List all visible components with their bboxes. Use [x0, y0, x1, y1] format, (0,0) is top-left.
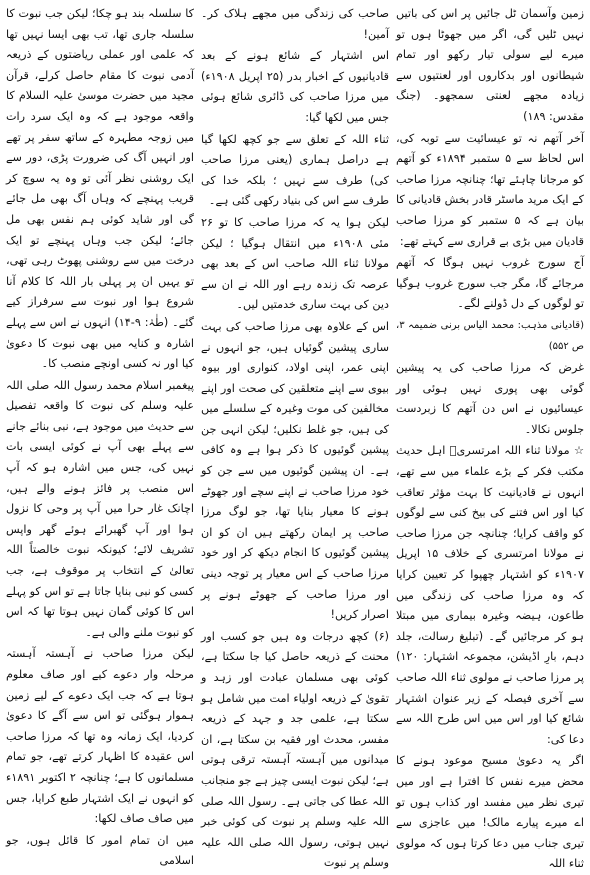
paragraph: لیکن مرزا صاحب نے آہستہ آہستہ مرحلہ وار دعوے کیے اور صاف معلوم ہوتا ہے کہ جب ایک دعوے کے لیے زمین ہموار ہوگئی تو اس سے آگے کا دعویٰ کردیا، ایک زمانہ وہ تھا کہ مرزا صاحب اس عقیدہ کا اظہار کرتے تھے، جو تمام مسلمانوں کا ہے؛ چنانچہ ۲ اکتوبر ۱۸۹۱ء کو انہوں نے ایک اشتہار طبع کرایا، جس میں صاف صاف لکھا: [6, 647, 194, 826]
paragraph: ثناء اللہ کے تعلق سے جو کچھ لکھا گیا ہے دراصل ہماری (یعنی مرزا صاحب کی) طرف سے نہیں ؛ بلکہ خدا کی طرف سے اس کی بنیاد رکھی گئی ہے۔ [201, 132, 389, 208]
column-middle [201, 4, 390, 870]
paragraph: پیغمبر اسلام محمد رسول اللہ صلی اللہ علیہ وسلم کی نبوت کا واقعہ تفصیل سے حدیث میں موجود ہے، نبی بنائے جانے سے پہلے بھی آپ نے کوئی ایسی بات نہیں کی، جس میں اشارہ ہو کہ آپ اس منصب پر فائز ہونے والے ہیں، اچانک غار حرا میں آپ پر وحی کا نزول ہوا اور آپ گھبرائے ہوئے گھر واپس تشریف لائے؛ کیونکہ نبوت خالصتاً اللہ تعالیٰ کے انتخاب پر موقوف ہے، جب کسی کو نبی بنایا جاتا ہے تو اس کو پہلے اس کا کوئی گمان نہیں ہوتا تھا کہ اس کو نبوت ملنے والی ہے۔ [6, 378, 194, 639]
paragraph: (۶) کچھ درجات وہ ہیں جو کسب اور محنت کے ذریعہ حاصل کیا جا سکتا ہے، کوئی بھی مسلمان عبادت اور زہد و تقویٰ کے ذریعہ اولیاء امت میں شامل ہو سکتا ہے، علمی جد و جہد کے ذریعہ مفسر، محدث اور فقیہ بن سکتا ہے، ان میدانوں میں آہستہ آہستہ ترقی ہوتی ہے؛ لیکن نبوت ایسی چیز ہے جو منجانب اللہ عطا کی جاتی ہے۔ رسول اللہ صلی اللہ علیہ وسلم پر نبوت کی کوئی خبر نہیں ہوتی، رسول اللہ صلی اللہ علیہ وسلم پر نبوت [201, 629, 389, 870]
paragraph: غرض کہ مرزا صاحب کی یہ پیشین گوئی بھی پوری نہیں ہوئی اور عیسائیوں نے اس دن آتھم کا زبردست جلوس نکالا۔ [396, 361, 584, 436]
page [6, 4, 584, 871]
paragraph: اس اشتہار کے شائع ہونے کے بعد قادیانیوں کے اخبار بدر (۲۵ اپریل ۱۹۰۸ء) میں مرزا صاحب کی ڈائری شائع ہوئی جس میں لکھا گیا: [201, 49, 389, 124]
paragraph: لیکن ہوا یہ کہ مرزا صاحب کا تو ۲۶ مئی ۱۹۰۸ء میں انتقال ہوگیا ؛ لیکن مولانا ثناء اللہ صاحب اس کے بعد بھی عرصہ تک زندہ رہے اور اللہ نے ان سے دین کی بہت ساری خدمتیں لیں۔ [201, 215, 390, 312]
column-right [396, 4, 584, 871]
paragraph: میں ان تمام امور کا قائل ہوں، جو اسلامی [6, 833, 194, 868]
column-left [6, 4, 194, 868]
paragraph: کا سلسلہ بند ہو چکا؛ لیکن جب نبوت کا سلسلہ جاری تھا، تب بھی ایسا نہیں تھا کہ علمی اور عملی ریاضتوں کے ذریعہ آدمی نبوت کا مقام حاصل کرلے، قرآن مجید میں حضرت موسیٰ علیہ السلام کا واقعہ موجود ہے کہ وہ ایک سرد رات میں زوجہ مطہرہ کے ساتھ سفر پر تھے اور انہیں آگ کی ضرورت پڑی، دور سے ایک روشنی نظر آئی تو وہ یہ سوچ کر قریب پہنچے کہ وہاں آگ بھی مل جائے گی اور شاید کوئی ہم نفس بھی مل جائے؛ لیکن جب وہاں پہنچے تو ایک درخت میں سے روشنی پھوٹ رہی تھی، تو یہیں ان پر پہلی بار اللہ کا کلام آنا شروع ہوا اور نبوت سے سرفراز کیے گئے۔ (طٰہٰ: ۹-۱۴) انہوں نے اس سے پہلے اشارہ و کنایہ میں بھی نبوت کا دعویٰ کیا اور نہ کسی اونچے منصب کا۔ [6, 7, 194, 371]
citation: (قادیانی مذہب: محمد الیاس برنی ضمیمہ ۳، ص ۵۵۲) [396, 319, 584, 352]
paragraph: ☆ مولانا ثناء اللہ امرتسریؒ اہل حدیث مکتب فکر کے بڑے علماء میں سے تھے، انہوں نے قادیانیت کا بہت مؤثر تعاقب کیا اور اس فتنے کی بیخ کنی سے لوگوں کو واقف کرایا؛ چنانچہ جن مرزا صاحب نے مولانا امرتسری کے خلاف ۱۵ اپریل ۱۹۰۷ء کو اشتہار چھپوا کر تعیین کرایا کہ وہ مرزا صاحب کی زندگی میں طاعون، ہیضہ وغیرہ بیماری میں مبتلا ہو کر مرجائیں گے۔ (تبلیغ رسالت، جلد دہم، بارِ اڈیشن، مجموعہ اشتہار: ۱۲۰) پر مرزا صاحب نے مولوی ثناء اللہ صاحب سے آخری فیصلہ کے زیر عنوان اشتہار شائع کیا اور اس میں اس طرح اللہ سے دعا کی: [396, 444, 584, 746]
paragraph: زمین وآسمان ٹل جائیں پر اس کی باتیں نہیں ٹلیں گی، اگر میں جھوٹا ہوں تو میرے لیے سولی تیار رکھو اور تمام شیطانوں اور بدکاروں اور لعنتیوں سے زیادہ مجھے لعنتی سمجھو۔ (جنگ مقدس: ۱۸۹) [396, 7, 584, 123]
paragraph: آخر آتھم نہ تو عیسائیت سے توبہ کی، اس لحاظ سے ۵ ستمبر ۱۸۹۴ء کو آتھم کو مرجانا چاہئے تھا؛ چنانچہ مرزا صاحب کے ایک مرید ماسٹر قادر بخش قادیانی کا بیان ہے کہ ۵ ستمبر کو مرزا صاحب قادیان میں بڑی بے قراری سے کہتے تھے: [396, 131, 584, 248]
paragraph: آج سورج غروب نہیں ہوگا کہ آتھم مرجائے گا، مگر جب سورج غروب ہوگیا تو لوگوں کے دل ڈولنے لگے۔ [396, 256, 584, 311]
paragraph: اگر یہ دعویٰ مسیح موعود ہونے کا محض میرے نفس کا افترا ہے اور میں تیری نظر میں مفسد اور کذاب ہوں تو اے میرے پیارے مالک! میں عاجزی سے تیری جناب میں دعا کرتا ہوں کہ مولوی ثناء اللہ [396, 754, 584, 871]
paragraph: صاحب کی زندگی میں مجھے ہلاک کر۔ آمین! [201, 7, 389, 41]
paragraph: اس کے علاوہ بھی مرزا صاحب کی بہت ساری پیشین گوئیاں ہیں، جو انہوں نے اپنی عمر، اپنی اولاد، کنواری اور بیوہ بیوی سے اپنے متعلقین کی صحت اور اپنے مخالفین کی موت وغیرہ کے سلسلے میں کی ہیں، جو غلط نکلیں؛ لیکن انہی جن پیشین گوئیوں کا ذکر ہوا ہے وہ کافی ہے۔ ان پیشین گوئیوں میں سے جن کو خود مرزا صاحب نے اپنے سچے اور جھوٹے ہونے کا معیار بنایا تھا، جو لوگ مرزا صاحب پر ایمان رکھتے ہیں ان کو ان پیشین گوئیوں کا انجام دیکھ کر اور خود مرزا صاحب کے اس معیار پر توجہ دینی اور مرزا صاحب کے جھوٹے ہونے پر اصرار کریں! [201, 319, 389, 622]
